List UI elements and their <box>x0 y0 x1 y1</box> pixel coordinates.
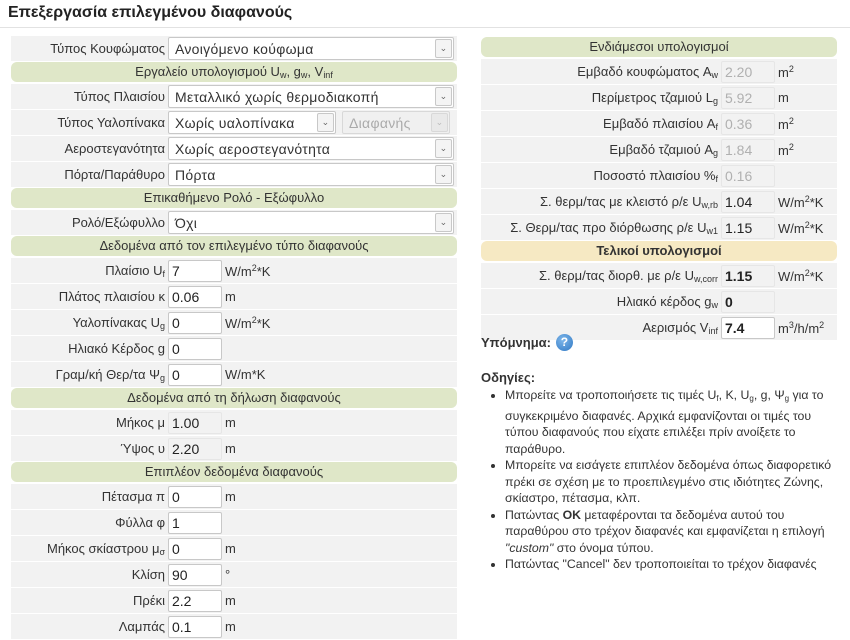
row-door-window <box>11 162 457 187</box>
instruction-item: • Πατώντας OK μεταφέρονται τα δεδομένα αυτού του παραθύρου στο τρέχον διαφανές και εμφανίζεται η επιλογή "custom" στο όνομα τύπου. <box>505 507 846 557</box>
field-label: Σ. θερμ/τας διορθ. με ρ/ε $U_{w,corr}$ <box>538 267 718 284</box>
field-control <box>168 364 457 386</box>
intermediate-fields <box>481 59 837 240</box>
frame-type-label: Τύπος Κουφώματος <box>50 41 165 56</box>
airtightness-select[interactable] <box>168 137 454 160</box>
field-row <box>481 137 837 162</box>
door-window-value: Πόρτα <box>175 166 216 183</box>
extra-fields <box>11 484 457 639</box>
field-unit: $W/m^2*K$ <box>778 219 824 236</box>
title-divider <box>0 27 850 28</box>
field-label: Περίμετρος τζαμιού $L_g$ <box>591 89 718 106</box>
field-row <box>11 258 457 283</box>
field-control <box>168 512 457 534</box>
field-label: Κλίση <box>131 567 165 582</box>
field-label: Ηλιακό Κέρδος g <box>68 341 165 356</box>
field-label: Φύλλα φ <box>115 515 165 530</box>
field-control <box>168 438 457 460</box>
field-label: Ύψος υ <box>120 441 165 456</box>
field-unit: $m^3/h/m^2$ <box>778 319 825 336</box>
field-row <box>11 562 457 587</box>
field-input: 0.36 <box>721 113 775 135</box>
instructions-heading: Οδηγίες: <box>481 370 536 385</box>
section-calc-tool: Εργαλείο υπολογισμού $U_w$, $g_w$, $V_{inf}$ <box>11 62 457 82</box>
field-label: Ηλιακό κέρδος $g_w$ <box>616 293 718 310</box>
field-row <box>11 510 457 535</box>
field-control <box>721 291 837 313</box>
field-control <box>721 265 837 287</box>
field-row <box>481 263 837 288</box>
door-window-select[interactable] <box>168 163 454 186</box>
frame-kind-label: Τύπος Πλαισίου <box>73 89 165 104</box>
frame-type-select[interactable] <box>168 37 454 60</box>
field-unit: $W/m^2*K$ <box>778 193 824 210</box>
field-row <box>11 284 457 309</box>
field-unit: m <box>778 90 789 105</box>
field-input[interactable]: 0 <box>168 364 222 386</box>
field-row <box>481 163 837 188</box>
field-row <box>11 336 457 361</box>
field-label: Ποσοστό πλαισίου $\%_f$ <box>593 167 718 184</box>
field-input: 1.15 <box>721 217 775 239</box>
field-row <box>481 289 837 314</box>
field-row <box>481 59 837 84</box>
field-row <box>11 410 457 435</box>
field-unit: $W/m^2*K$ <box>225 262 271 279</box>
field-row <box>11 484 457 509</box>
field-unit: m <box>225 489 236 504</box>
row-glass-type <box>11 110 457 135</box>
section-final: Τελικοί υπολογισμοί <box>481 241 837 261</box>
field-label: Μήκος μ <box>116 415 165 430</box>
instruction-item: • Μπορείτε να εισάγετε επιπλέον δεδομένα όπως διαφορετικό πρέκι σε σχέση με το προεπιλεγμένο στις ιδιότητες Ζώνης, σκίαστρο, πέτασμα, κλπ. <box>505 457 846 507</box>
type-fields <box>11 258 457 387</box>
field-control <box>168 412 457 434</box>
field-input: 1.04 <box>721 191 775 213</box>
glass-transparency-select <box>342 111 450 134</box>
field-input[interactable]: 90 <box>168 564 222 586</box>
field-row <box>11 536 457 561</box>
field-control <box>721 317 837 339</box>
question-icon[interactable]: ? <box>556 334 573 351</box>
field-label: Πλάτος πλαισίου κ <box>58 289 165 304</box>
field-control <box>168 338 457 360</box>
field-control <box>168 616 457 638</box>
frame-kind-value: Μεταλλικό χωρίς θερμοδιακοπή <box>175 88 379 105</box>
field-input[interactable]: 1 <box>168 512 222 534</box>
field-row <box>11 436 457 461</box>
airtightness-label: Αεροστεγανότητα <box>64 141 165 156</box>
frame-type-value: Ανοιγόμενο κούφωμα <box>175 40 314 57</box>
field-control <box>721 165 837 187</box>
field-unit: $W/m^2*K$ <box>225 314 271 331</box>
section-type-data: Δεδομένα από τον επιλεγμένο τύπο διαφανούς <box>11 236 457 256</box>
field-label: Εμβαδό κουφώματος $A_w$ <box>577 63 718 80</box>
field-control <box>168 538 457 560</box>
row-airtightness <box>11 136 457 161</box>
field-unit: m <box>225 415 236 430</box>
field-row <box>481 189 837 214</box>
field-control <box>721 139 837 161</box>
airtightness-value: Χωρίς αεροστεγανότητα <box>175 140 331 157</box>
field-input: 0 <box>721 291 775 313</box>
instructions-list <box>481 387 846 573</box>
glass-type-select[interactable] <box>168 111 336 134</box>
field-control <box>168 590 457 612</box>
declared-fields <box>11 410 457 461</box>
frame-kind-select[interactable] <box>168 85 454 108</box>
field-row <box>11 310 457 335</box>
field-label: Πέτασμα π <box>101 489 165 504</box>
field-label: Σ. θερμ/τας με κλειστό ρ/ε $U_{w,rb}$ <box>539 193 718 210</box>
door-window-label: Πόρτα/Παράθυρο <box>64 167 165 182</box>
legend <box>481 334 573 351</box>
field-label: Λαμπάς <box>118 619 165 634</box>
row-frame-kind <box>11 84 457 109</box>
field-label: Εμβαδό πλαισίου $A_f$ <box>603 115 718 132</box>
field-label: Εμβαδό τζαμιού $A_g$ <box>609 141 718 158</box>
section-extra-data: Επιπλέον δεδομένα διαφανούς <box>11 462 457 482</box>
chevron-down-icon[interactable]: ⌄ <box>435 87 452 106</box>
field-control <box>721 217 837 239</box>
field-label: Γραμ/κή Θερ/τα $\Psi_g$ <box>55 366 165 383</box>
section-shutter: Επικαθήμενο Ρολό - Εξώφυλλο <box>11 188 457 208</box>
field-label: Πρέκι <box>133 593 165 608</box>
instructions <box>481 370 846 573</box>
row-shutter <box>11 210 457 235</box>
row-frame-type <box>11 36 457 61</box>
chevron-down-icon: ⌄ <box>431 113 448 132</box>
left-panel <box>11 36 457 640</box>
field-input[interactable]: 2.2 <box>168 590 222 612</box>
field-unit: m <box>225 619 236 634</box>
right-panel <box>481 36 837 341</box>
field-unit: m <box>225 289 236 304</box>
field-input[interactable]: 0.06 <box>168 286 222 308</box>
field-unit: ° <box>225 567 231 582</box>
chevron-down-icon[interactable]: ⌄ <box>435 139 452 158</box>
shutter-select[interactable] <box>168 211 454 234</box>
section-intermediate: Ενδιάμεσοι υπολογισμοί <box>481 37 837 57</box>
section-declared-data: Δεδομένα από τη δήλωση διαφανούς <box>11 388 457 408</box>
field-row <box>481 85 837 110</box>
field-unit: m <box>225 593 236 608</box>
field-row <box>11 362 457 387</box>
field-unit: m <box>225 441 236 456</box>
field-unit: $m^2$ <box>778 115 794 132</box>
field-label: Πλαίσιο $U_f$ <box>105 262 165 279</box>
field-unit: $m^2$ <box>778 141 794 158</box>
field-unit: $W/m^2*K$ <box>778 267 824 284</box>
field-row <box>481 215 837 240</box>
field-label: Σ. Θερμ/τας προ διόρθωσης ρ/ε $U_{w1}$ <box>510 219 718 236</box>
field-control <box>721 61 837 83</box>
field-input: 1.84 <box>721 139 775 161</box>
field-control <box>168 564 457 586</box>
field-control <box>168 286 457 308</box>
field-input: 2.20 <box>721 61 775 83</box>
instruction-item: • Μπορείτε να τροποποιήσετε τις τιμές $U_f$, K, $U_g$, g, $\Psi_g$ για το συγκεκριμένο διαφανές. Αρχικά εμφανίζονται οι τιμές του τύπου διαφανούς που είχατε επιλέξει πρίν ανοίξετε το παράθυρο. <box>505 387 846 457</box>
field-unit: $m^2$ <box>778 63 794 80</box>
field-input: 5.92 <box>721 87 775 109</box>
field-row <box>11 614 457 639</box>
glass-type-value: Χωρίς υαλοπίνακα <box>175 114 295 131</box>
glass-transparency-value: Διαφανής <box>349 114 411 131</box>
field-input: 1.00 <box>168 412 222 434</box>
field-unit: m <box>225 541 236 556</box>
final-fields <box>481 263 837 340</box>
chevron-down-icon[interactable]: ⌄ <box>435 39 452 58</box>
legend-label: Υπόμνημα: <box>481 335 551 350</box>
glass-type-label: Τύπος Υαλοπίνακα <box>57 115 165 130</box>
field-label: Αερισμός $V_{inf}$ <box>642 319 718 336</box>
field-input: 2.20 <box>168 438 222 460</box>
field-row <box>481 111 837 136</box>
field-control <box>168 312 457 334</box>
field-control <box>168 486 457 508</box>
chevron-down-icon[interactable]: ⌄ <box>435 165 452 184</box>
field-input[interactable]: 0.1 <box>168 616 222 638</box>
field-label: Υαλοπίνακας $U_g$ <box>72 314 165 331</box>
chevron-down-icon[interactable]: ⌄ <box>317 113 334 132</box>
field-row <box>11 588 457 613</box>
field-input[interactable]: 0 <box>168 486 222 508</box>
field-control <box>721 113 837 135</box>
field-input[interactable]: 7.4 <box>721 317 775 339</box>
chevron-down-icon[interactable]: ⌄ <box>435 213 452 232</box>
field-input[interactable]: 0 <box>168 538 222 560</box>
field-label: Μήκος σκίαστρου $\mu_\sigma$ <box>47 540 165 557</box>
field-input: 0.16 <box>721 165 775 187</box>
field-input[interactable]: 0 <box>168 312 222 334</box>
shutter-label: Ρολό/Εξώφυλλο <box>71 215 165 230</box>
dialog-title: Επεξεργασία επιλεγμένου διαφανούς <box>8 4 293 21</box>
shutter-value: Όχι <box>175 214 198 231</box>
field-control <box>721 191 837 213</box>
field-input: 1.15 <box>721 265 775 287</box>
field-input[interactable]: 7 <box>168 260 222 282</box>
field-unit: W/m*K <box>225 367 266 382</box>
field-input[interactable]: 0 <box>168 338 222 360</box>
field-control <box>168 260 457 282</box>
instruction-item: • Πατώντας "Cancel" δεν τροποποιείται το τρέχον διαφανές <box>505 556 846 573</box>
field-control <box>721 87 837 109</box>
